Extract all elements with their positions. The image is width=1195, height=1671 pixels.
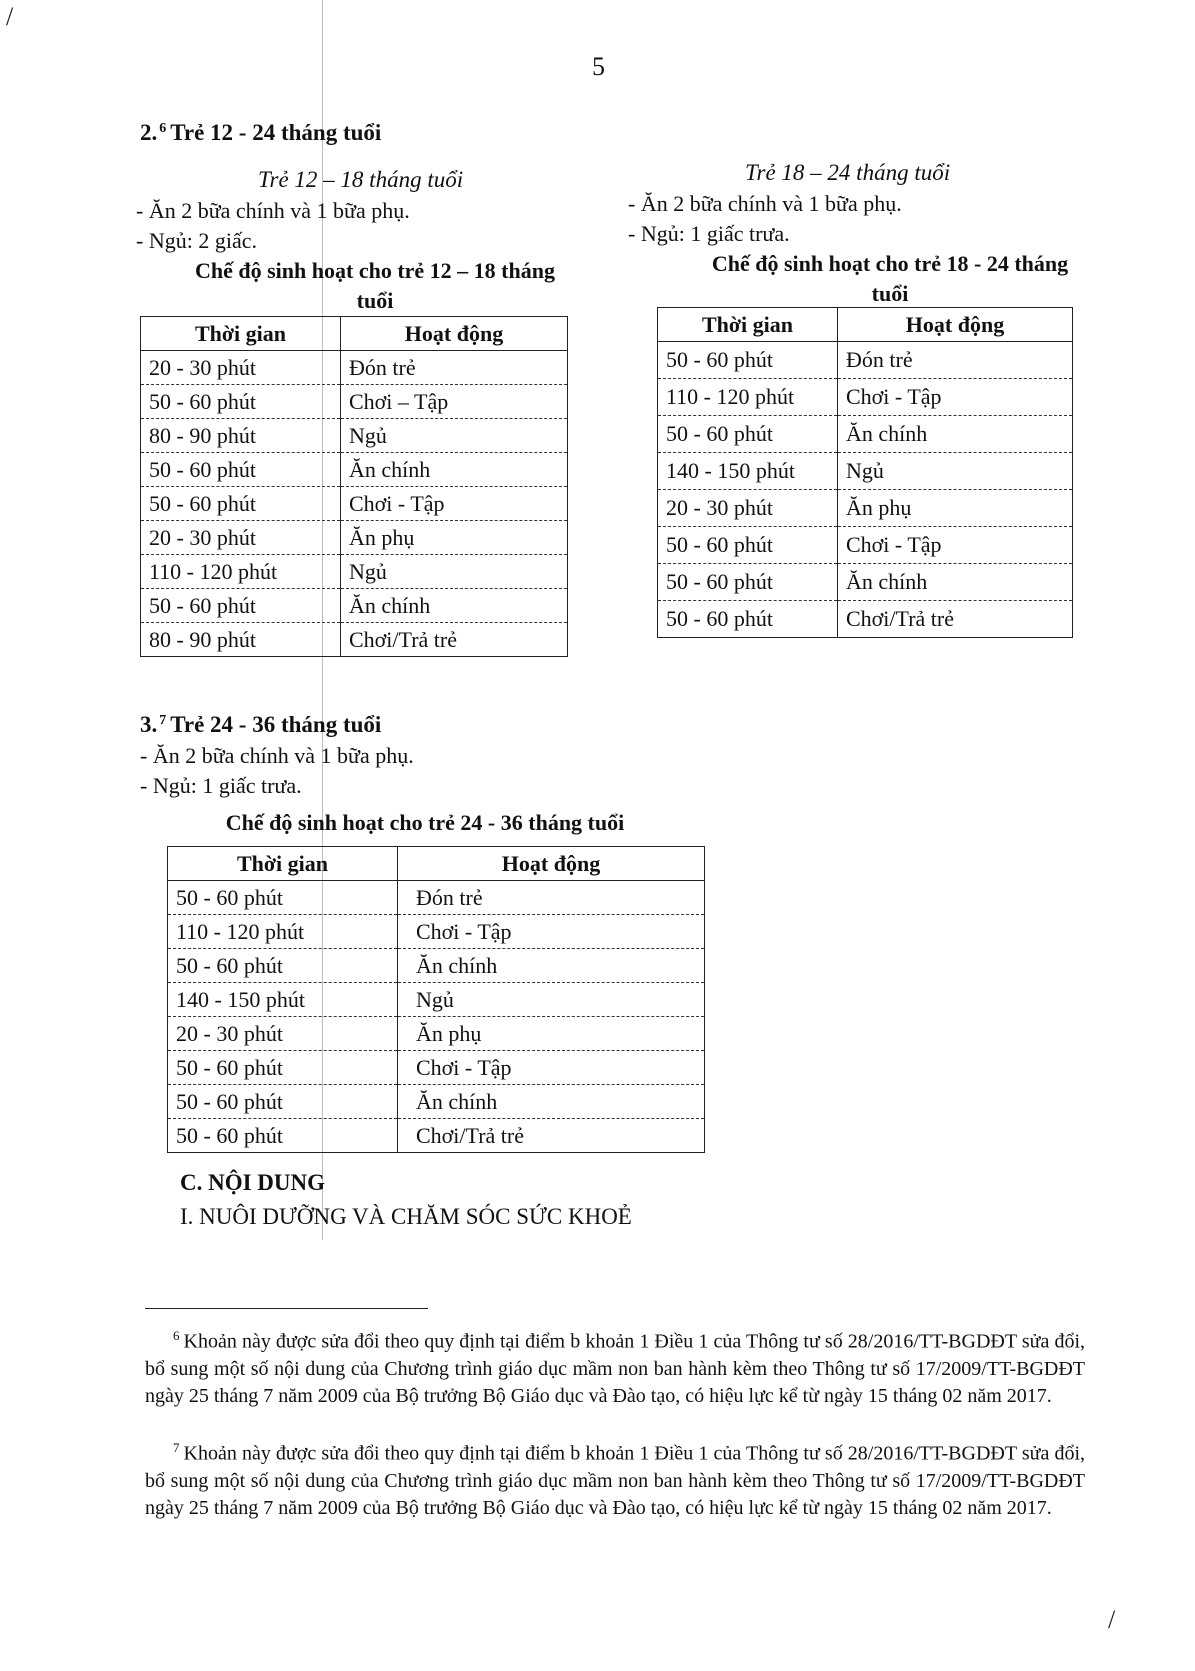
section-c-subheading: I. NUÔI DƯỠNG VÀ CHĂM SÓC SỨC KHOẺ bbox=[180, 1204, 632, 1229]
time-cell: 50 - 60 phút bbox=[658, 601, 838, 638]
table-row bbox=[658, 601, 1073, 638]
activity-cell: Chơi - Tập bbox=[838, 527, 1073, 564]
right-sleep-line: - Ngủ: 1 giấc trưa. bbox=[628, 221, 790, 246]
right-subtitle: Trẻ 18 – 24 tháng tuổi bbox=[745, 160, 951, 185]
section3-footnote-ref: 7 bbox=[159, 713, 167, 728]
time-cell: 50 - 60 phút bbox=[141, 487, 341, 521]
activity-cell: Ngủ bbox=[838, 453, 1073, 490]
footnote-7-text: Khoản này được sửa đổi theo quy định tại điểm b khoản 1 Điều 1 của Thông tư số 28/2016/TT-BGDĐT sửa đổi, bổ sung một số nội dung của Chương trình giáo dục mầm non ban hành kèm theo Thông tư số 17/2009/TT-BGDĐT ngày 25 tháng 7 năm 2009 của Bộ trưởng Bộ Giáo dục và Đào tạo, có hiệu lực kể từ ngày 15 tháng 02 năm 2017. bbox=[145, 1442, 1085, 1519]
right-meal-line: - Ăn 2 bữa chính và 1 bữa phụ. bbox=[628, 191, 902, 216]
table-row bbox=[141, 521, 568, 555]
section2-number: 2. bbox=[140, 120, 158, 145]
activity-cell: Ngủ bbox=[341, 419, 568, 453]
column-header-activity: Hoạt động bbox=[398, 847, 705, 881]
left-sleep-line: - Ngủ: 2 giấc. bbox=[136, 228, 257, 253]
activity-cell: Chơi - Tập bbox=[398, 915, 705, 949]
table-row bbox=[168, 1085, 705, 1119]
activity-cell: Chơi - Tập bbox=[398, 1051, 705, 1085]
left-meal-line: - Ăn 2 bữa chính và 1 bữa phụ. bbox=[136, 198, 410, 223]
section3-title: Trẻ 24 - 36 tháng tuổi bbox=[170, 712, 382, 737]
column-header-activity: Hoạt động bbox=[838, 308, 1073, 342]
activity-cell: Ăn phụ bbox=[341, 521, 568, 555]
left-table-title: Chế độ sinh hoạt cho trẻ 12 – 18 tháng tuổi bbox=[195, 258, 555, 313]
scan-mark-top-left: / bbox=[6, 2, 14, 31]
time-cell: 20 - 30 phút bbox=[141, 351, 341, 385]
footnote-7-number: 7 bbox=[173, 1440, 180, 1455]
time-cell: 110 - 120 phút bbox=[658, 379, 838, 416]
footnote-6 bbox=[145, 1322, 1085, 1410]
left-subtitle: Trẻ 12 – 18 tháng tuổi bbox=[258, 167, 464, 192]
activity-cell: Ăn chính bbox=[838, 416, 1073, 453]
time-cell: 110 - 120 phút bbox=[168, 915, 398, 949]
section2-footnote-ref: 6 bbox=[159, 121, 167, 136]
page-number: 5 bbox=[592, 52, 605, 81]
table-row bbox=[168, 915, 705, 949]
column-header-activity: Hoạt động bbox=[341, 317, 568, 351]
activity-cell: Ngủ bbox=[341, 555, 568, 589]
time-cell: 140 - 150 phút bbox=[168, 983, 398, 1017]
table-row bbox=[141, 351, 568, 385]
time-cell: 50 - 60 phút bbox=[168, 949, 398, 983]
table-row bbox=[658, 379, 1073, 416]
table-row bbox=[168, 881, 705, 915]
activity-cell: Ngủ bbox=[398, 983, 705, 1017]
table-row bbox=[658, 416, 1073, 453]
time-cell: 80 - 90 phút bbox=[141, 623, 341, 657]
section2-heading bbox=[140, 120, 381, 146]
time-cell: 20 - 30 phút bbox=[168, 1017, 398, 1051]
activity-cell: Đón trẻ bbox=[341, 351, 568, 385]
section3-heading bbox=[140, 712, 381, 738]
right-table-title: Chế độ sinh hoạt cho trẻ 18 - 24 tháng tuổi bbox=[711, 251, 1069, 306]
section3-table-title: Chế độ sinh hoạt cho trẻ 24 - 36 tháng tuổi bbox=[225, 810, 625, 835]
table-row bbox=[141, 623, 568, 657]
time-cell: 50 - 60 phút bbox=[658, 416, 838, 453]
schedule-table-24-36 bbox=[167, 846, 705, 1153]
activity-cell: Chơi/Trả trẻ bbox=[341, 623, 568, 657]
activity-cell: Chơi - Tập bbox=[341, 487, 568, 521]
table-row bbox=[658, 490, 1073, 527]
activity-cell: Ăn chính bbox=[838, 564, 1073, 601]
table-row bbox=[141, 555, 568, 589]
time-cell: 50 - 60 phút bbox=[168, 1051, 398, 1085]
time-cell: 110 - 120 phút bbox=[141, 555, 341, 589]
time-cell: 50 - 60 phút bbox=[168, 881, 398, 915]
scan-mark-bottom-right: / bbox=[1108, 1605, 1116, 1634]
table-row bbox=[168, 983, 705, 1017]
time-cell: 50 - 60 phút bbox=[141, 589, 341, 623]
schedule-table-12-18 bbox=[140, 316, 568, 657]
table-row bbox=[141, 419, 568, 453]
activity-cell: Ăn phụ bbox=[838, 490, 1073, 527]
section3-number: 3. bbox=[140, 712, 158, 737]
column-header-time: Thời gian bbox=[658, 308, 838, 342]
activity-cell: Ăn phụ bbox=[398, 1017, 705, 1051]
table-row bbox=[141, 385, 568, 419]
activity-cell: Chơi/Trả trẻ bbox=[838, 601, 1073, 638]
footnote-7 bbox=[145, 1434, 1085, 1522]
table-row bbox=[658, 453, 1073, 490]
section-c-heading: C. NỘI DUNG bbox=[180, 1170, 326, 1195]
activity-cell: Ăn chính bbox=[398, 1085, 705, 1119]
activity-cell: Chơi/Trả trẻ bbox=[398, 1119, 705, 1153]
table-row bbox=[168, 1017, 705, 1051]
footnote-6-number: 6 bbox=[173, 1328, 180, 1343]
table-row bbox=[658, 527, 1073, 564]
time-cell: 140 - 150 phút bbox=[658, 453, 838, 490]
activity-cell: Ăn chính bbox=[341, 453, 568, 487]
activity-cell: Chơi – Tập bbox=[341, 385, 568, 419]
section3-meal-line: - Ăn 2 bữa chính và 1 bữa phụ. bbox=[140, 743, 414, 768]
table-row bbox=[141, 453, 568, 487]
time-cell: 80 - 90 phút bbox=[141, 419, 341, 453]
footnote-6-text: Khoản này được sửa đổi theo quy định tại điểm b khoản 1 Điều 1 của Thông tư số 28/2016/TT-BGDĐT sửa đổi, bổ sung một số nội dung của Chương trình giáo dục mầm non ban hành kèm theo Thông tư số 17/2009/TT-BGDĐT ngày 25 tháng 7 năm 2009 của Bộ trưởng Bộ Giáo dục và Đào tạo, có hiệu lực kể từ ngày 15 tháng 02 năm 2017. bbox=[145, 1330, 1085, 1407]
section2-title: Trẻ 12 - 24 tháng tuổi bbox=[170, 120, 382, 145]
section3-sleep-line: - Ngủ: 1 giấc trưa. bbox=[140, 773, 302, 798]
column-header-time: Thời gian bbox=[168, 847, 398, 881]
time-cell: 50 - 60 phút bbox=[658, 527, 838, 564]
time-cell: 20 - 30 phút bbox=[141, 521, 341, 555]
column-header-time: Thời gian bbox=[141, 317, 341, 351]
time-cell: 50 - 60 phút bbox=[168, 1085, 398, 1119]
table-row bbox=[168, 1051, 705, 1085]
time-cell: 50 - 60 phút bbox=[658, 564, 838, 601]
table-row bbox=[168, 949, 705, 983]
table-row bbox=[658, 342, 1073, 379]
activity-cell: Ăn chính bbox=[341, 589, 568, 623]
time-cell: 50 - 60 phút bbox=[168, 1119, 398, 1153]
time-cell: 20 - 30 phút bbox=[658, 490, 838, 527]
time-cell: 50 - 60 phút bbox=[658, 342, 838, 379]
time-cell: 50 - 60 phút bbox=[141, 453, 341, 487]
table-row bbox=[168, 1119, 705, 1153]
table-row bbox=[141, 589, 568, 623]
table-row bbox=[658, 564, 1073, 601]
activity-cell: Đón trẻ bbox=[398, 881, 705, 915]
activity-cell: Đón trẻ bbox=[838, 342, 1073, 379]
table-row bbox=[141, 487, 568, 521]
activity-cell: Ăn chính bbox=[398, 949, 705, 983]
activity-cell: Chơi - Tập bbox=[838, 379, 1073, 416]
footnote-separator bbox=[145, 1308, 428, 1309]
schedule-table-18-24 bbox=[657, 307, 1073, 638]
time-cell: 50 - 60 phút bbox=[141, 385, 341, 419]
